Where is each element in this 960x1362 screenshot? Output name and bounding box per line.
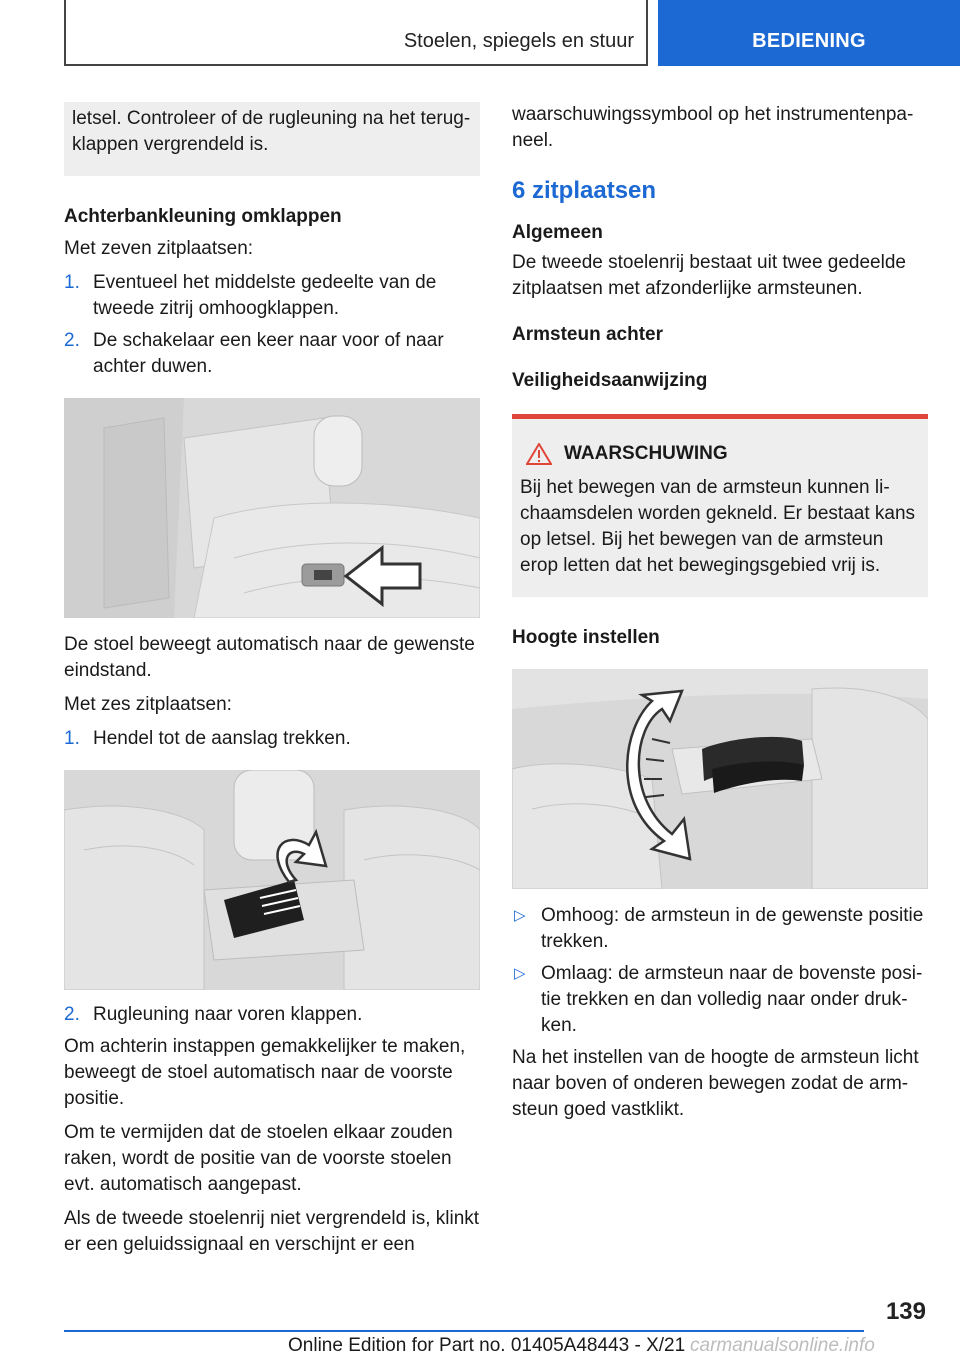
adjust-list: [512, 903, 928, 1039]
left-column: [64, 102, 480, 1258]
continuation-text: waarschuwingssymbool op het instrumentenpaneel.: [512, 104, 914, 151]
step-number: 2.: [64, 330, 80, 351]
after-figure-text: De stoel beweegt automatisch naar de gewenste eindstand.: [64, 634, 475, 681]
intro-six-seats: Met zes zitplaatsen:: [64, 694, 232, 715]
step-number: 1.: [64, 728, 80, 749]
step-text: De schakelaar een keer naar voor of naar achter duwen.: [93, 330, 444, 377]
steps-seven-seats: [64, 270, 480, 380]
final-text: Na het instellen van de hoogte de armsteun licht naar boven of onderen bewegen zodat de armsteun goed vastklikt.: [512, 1047, 919, 1120]
warning-box: [512, 414, 928, 597]
warning-title: WAARSCHUWING: [564, 443, 728, 464]
figure-armrest-height: [512, 669, 928, 889]
section-heading-fold-backrest: Achterbankleuning omklappen: [64, 206, 342, 227]
paragraph-boarding: Om achterin instappen gemakkelijker te maken, beweegt de stoel automatisch naar de voorste positie.: [64, 1036, 466, 1109]
bullet-text: Omlaag: de armsteun naar de bovenste positie trekken en dan volledig naar onder drukken.: [541, 963, 923, 1036]
paragraph-signal: Als de tweede stoelenrij niet vergrendeld is, klinkt er een geluidssignaal en verschijnt er een: [64, 1208, 480, 1255]
warning-triangle-icon: [526, 443, 552, 465]
step-text: Eventueel het middelste gedeelte van de tweede zitrij omhoogklappen.: [93, 272, 437, 319]
list-item: [64, 270, 480, 322]
note-text: letsel. Controleer of de rugleuning na het terugklappen vergrendeld is.: [72, 108, 471, 155]
triangle-bullet-icon: ▷: [514, 965, 526, 982]
heading-general: Algemeen: [512, 222, 603, 243]
right-column: [512, 102, 928, 1123]
figure-seat-switch: [64, 398, 480, 618]
heading-safety: Veiligheidsaanwijzing: [512, 370, 708, 391]
intro-seven-seats: Met zeven zitplaatsen:: [64, 238, 254, 259]
edition-text: Online Edition for Part no. 01405A48443 - X/21: [288, 1335, 686, 1356]
note-box: [64, 102, 480, 176]
heading-height-adjust: Hoogte instellen: [512, 627, 660, 648]
figure-lever-pull: [64, 770, 480, 990]
list-item: [512, 903, 928, 955]
page-number: 139: [885, 1298, 926, 1325]
chapter-tab[interactable]: [658, 0, 960, 66]
list-item: [64, 1002, 480, 1028]
step-text: Hendel tot de aanslag trekken.: [93, 728, 351, 749]
list-item: [64, 726, 480, 752]
step-text: Rugleuning naar voren klappen.: [93, 1004, 363, 1025]
warning-text: Bij het bewegen van de armsteun kunnen lichaamsdelen worden gekneld. Er bestaat kans op letsel. Bij het bewegen van de armsteun erop letten dat het bewegingsgebied vrij is.: [520, 477, 916, 576]
steps-six-seats-1: [64, 726, 480, 752]
step-number: 2.: [64, 1004, 80, 1025]
watermark-logo: carmanualsonline.info: [690, 1335, 875, 1356]
section-title: Stoelen, spiegels en stuur: [403, 30, 634, 52]
chapter-heading-six-seats: 6 zitplaatsen: [512, 177, 657, 204]
bullet-text: Omhoog: de armsteun in de gewenste positie trekken.: [541, 905, 924, 952]
triangle-bullet-icon: ▷: [514, 907, 526, 924]
list-item: [512, 961, 928, 1039]
steps-six-seats-2: [64, 1002, 480, 1028]
list-item: [64, 328, 480, 380]
chapter-tab-label: BEDIENING: [752, 30, 866, 52]
footer-divider: [64, 1330, 864, 1332]
warning-heading: [520, 441, 920, 467]
heading-armrest-rear: Armsteun achter: [512, 324, 663, 345]
step-number: 1.: [64, 272, 80, 293]
paragraph-collision: Om te vermijden dat de stoelen elkaar zouden raken, wordt de positie van de voorste stoelen evt. automatisch aangepast.: [64, 1122, 453, 1195]
general-text: De tweede stoelenrij bestaat uit twee gedeelde zitplaatsen met afzonderlijke armsteunen.: [512, 252, 906, 299]
header-bar: [64, 0, 648, 66]
